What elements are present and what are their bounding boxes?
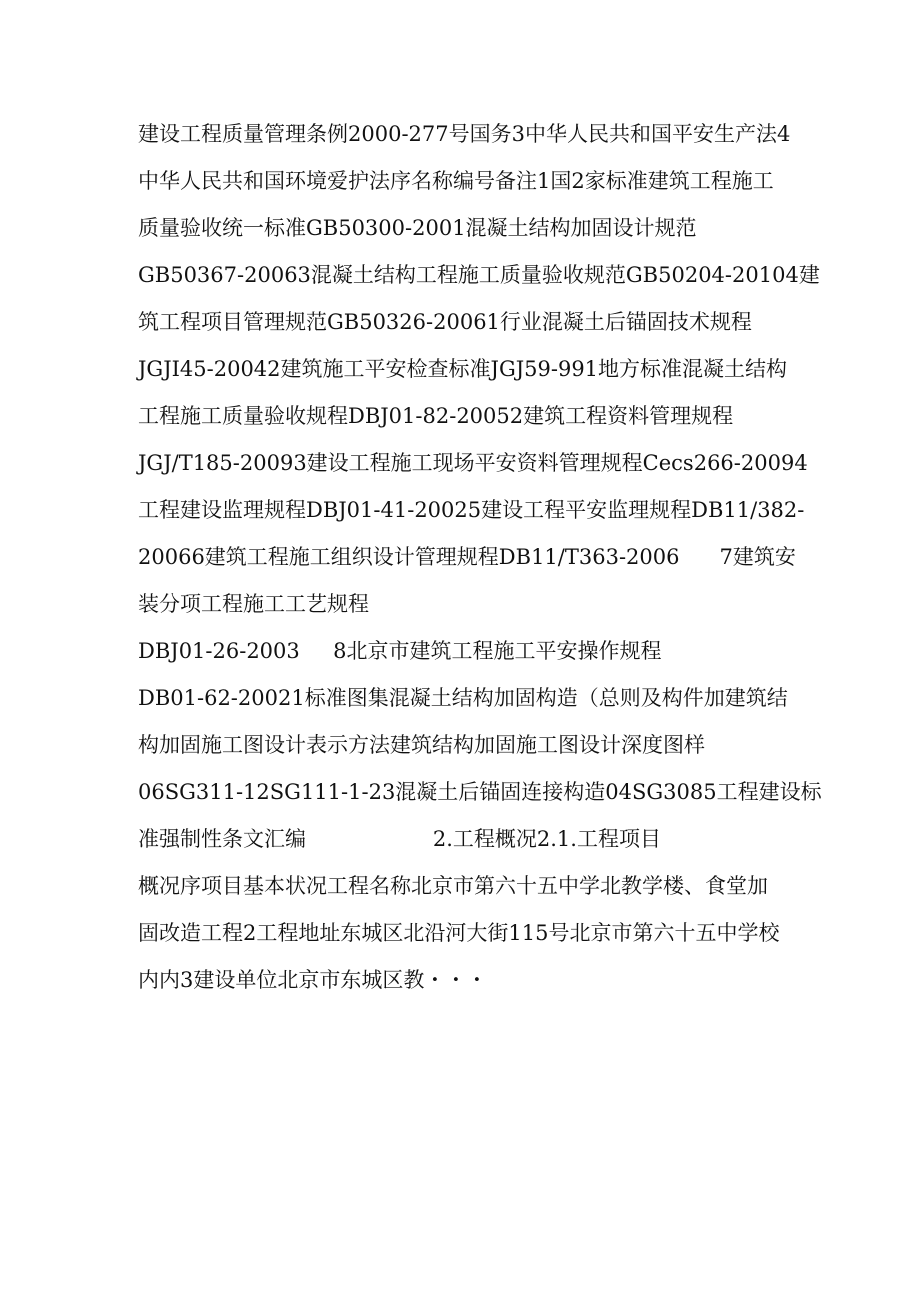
text-line: DB01-62-20021标准图集混凝土结构加固构造（总则及构件加建筑结 (138, 686, 788, 710)
text-line: JGJ/T185-20093建设工程施工现场平安资料管理规程Cecs266-20094 (138, 451, 808, 475)
text-line: 中华人民共和国环境爱护法序名称编号备注1国2家标准建筑工程施工 (138, 169, 774, 193)
text-line: 20066建筑工程施工组织设计管理规程DB11/T363-2006 7建筑安 (138, 545, 796, 569)
text-line: 装分项工程施工工艺规程 (138, 592, 369, 616)
text-line: JGJI45-20042建筑施工平安检查标准JGJ59-991地方标准混凝土结构 (138, 357, 788, 381)
text-line: 筑工程项目管理规范GB50326-20061行业混凝土后锚固技术规程 (138, 310, 752, 334)
text-line: 概况序项目基本状况工程名称北京市第六十五中学北教学楼、食堂加 (138, 874, 768, 898)
text-line: 工程施工质量验收规程DBJ01-82-20052建筑工程资料管理规程 (138, 404, 734, 428)
document-body (138, 122, 822, 1015)
text-line: 质量验收统一标准GB50300-2001混凝土结构加固设计规范 (138, 216, 697, 240)
text-line: 内内3建设单位北京市东城区教・・・ (138, 968, 488, 992)
text-line: 建设工程质量管理条例2000-277号国务3中华人民共和国平安生产法4 (138, 122, 791, 146)
text-line: GB50367-20063混凝土结构工程施工质量验收规范GB50204-20104建 (138, 263, 820, 287)
text-line: 固改造工程2工程地址东城区北沿河大街115号北京市第六十五中学校 (138, 921, 780, 945)
text-line: 工程建设监理规程DBJ01-41-20025建设工程平安监理规程DB11/382- (138, 498, 805, 522)
text-line: 准强制性条文汇编 2.工程概况2.1.工程项目 (138, 827, 661, 851)
text-line: DBJ01-26-2003 8北京市建筑工程施工平安操作规程 (138, 639, 662, 663)
text-line: 06SG311-12SG111-1-23混凝土后锚固连接构造04SG3085工程建设标 (138, 780, 822, 804)
text-line: 构加固施工图设计表示方法建筑结构加固施工图设计深度图样 (138, 733, 705, 757)
